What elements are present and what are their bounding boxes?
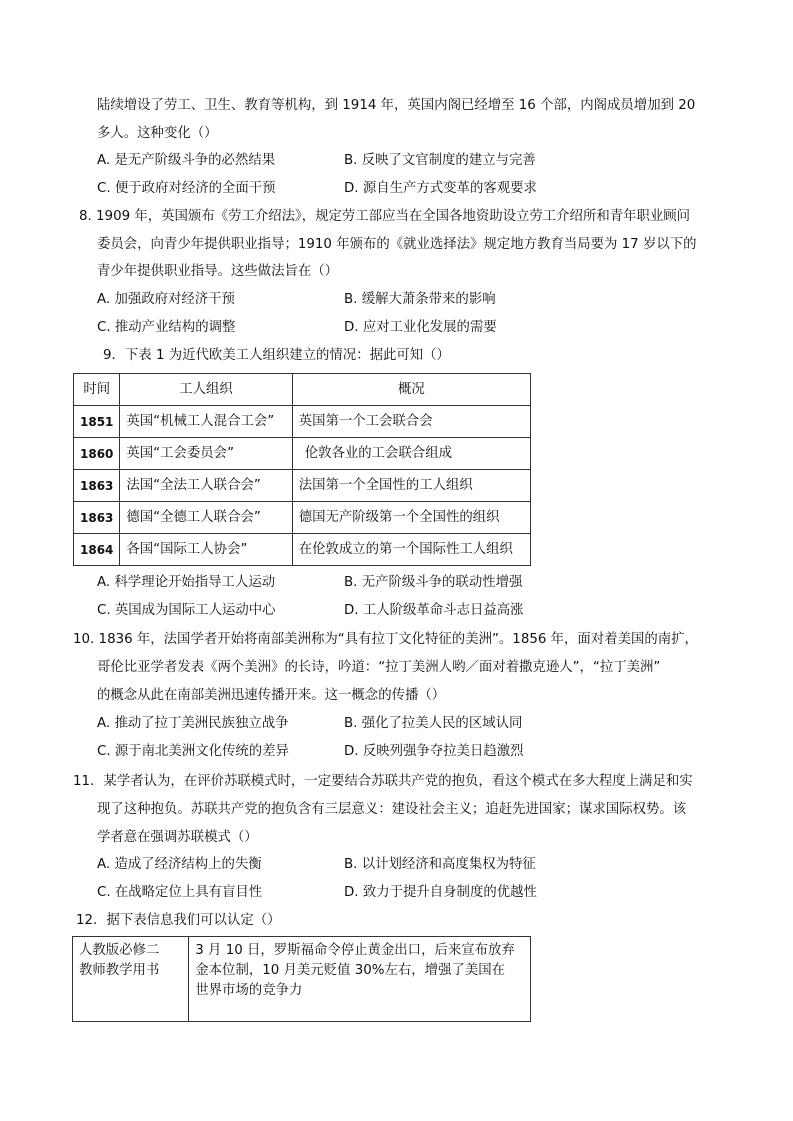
table-cell-year: 1851 [74, 406, 120, 438]
q8-option-a: A. 加强政府对经济干预 [97, 292, 235, 307]
table-cell-year: 1863 [74, 502, 120, 534]
table-cell-desc: 伦敦各业的工会联合组成 [292, 438, 530, 470]
q8-stem-line2: 委员会，向青少年提供职业指导；1910 年颁布的《就业选择法》规定地方教育当局要为 17 岁以下的 [97, 237, 697, 252]
q10-stem-line3: 的概念从此在南部美洲迅速传播开来。这一概念的传播（） [97, 688, 446, 703]
source-line: 教师教学用书 [79, 963, 160, 978]
q8-option-c: C. 推动产业结构的调整 [97, 320, 236, 335]
q11-option-a: A. 造成了经济结构上的失衡 [97, 857, 262, 872]
q8-option-b: B. 缓解大萧条带来的影响 [344, 292, 496, 307]
table-cell-desc: 法国第一个全国性的工人组织 [292, 470, 530, 502]
table-cell-desc: 英国第一个工会联合会 [292, 406, 530, 438]
content-line: 世界市场的竞争力 [195, 983, 303, 998]
content-line: 金本位制，10 月美元贬值 30%左右，增强了美国在 [195, 963, 506, 978]
q8-option-d: D. 应对工业化发展的需要 [344, 320, 497, 335]
q6-option-b: B. 反映了文官制度的建立与完善 [344, 153, 536, 168]
table-cell-org: 德国“全德工人联合会” [120, 502, 292, 534]
table-row [74, 502, 531, 534]
q9-table [73, 373, 531, 566]
q10-stem-line1: 10. 1836 年，法国学者开始将南部美洲称为“具有拉丁文化特征的美洲”。1856 年，面对着美国的南扩， [73, 632, 698, 647]
table-cell-content [189, 937, 531, 1022]
table-header-row [74, 374, 531, 406]
table-header-cell: 工人组织 [120, 374, 292, 406]
table-cell-org: 各国“国际工人协会” [120, 534, 292, 566]
table-cell-desc: 在伦敦成立的第一个国际性工人组织 [292, 534, 530, 566]
table-row [74, 406, 531, 438]
table-row [74, 470, 531, 502]
q12-table [72, 936, 531, 1022]
q11-stem-line2: 现了这种抱负。苏联共产党的抱负含有三层意义：建设社会主义；追赶先进国家；谋求国际权势。该 [97, 802, 687, 817]
table-cell-org: 英国“工会委员会” [120, 438, 292, 470]
q10-option-a: A. 推动了拉丁美洲民族独立战争 [97, 716, 289, 731]
table-cell-desc: 德国无产阶级第一个全国性的组织 [292, 502, 530, 534]
q11-option-b: B. 以计划经济和高度集权为特征 [344, 857, 536, 872]
table-cell-org: 英国“机械工人混合工会” [120, 406, 292, 438]
q9-option-d: D. 工人阶级革命斗志日益高涨 [344, 603, 524, 618]
q6-option-c: C. 便于政府对经济的全面干预 [97, 181, 276, 196]
q8-stem-line1: 8. 1909 年，英国颁布《劳工介绍法》，规定劳工部应当在全国各地资助设立劳工介绍所和青年职业顾问 [79, 209, 691, 224]
source-line: 人教版必修二 [79, 943, 160, 958]
table-cell-org: 法国“全法工人联合会” [120, 470, 292, 502]
q9-option-a: A. 科学理论开始指导工人运动 [97, 575, 276, 590]
table-header-cell: 概况 [292, 374, 530, 406]
table-row [74, 534, 531, 566]
content-line: 3 月 10 日，罗斯福命令停止黄金出口，后来宣布放弃 [195, 943, 515, 958]
q6-stem-line1: 陆续增设了劳工、卫生、教育等机构，到 1914 年，英国内阁已经增至 16 个部，内阁成员增加到 20 [97, 98, 696, 113]
q6-stem-line2: 多人。这种变化（） [97, 126, 218, 141]
table-cell-year: 1863 [74, 470, 120, 502]
q9-option-b: B. 无产阶级斗争的联动性增强 [344, 575, 523, 590]
table-cell-year: 1864 [74, 534, 120, 566]
q11-option-c: C. 在战略定位上具有盲目性 [97, 885, 263, 900]
q10-stem-line2: 哥伦比亚学者发表《两个美洲》的长诗，吟道：“拉丁美洲人哟／面对着撒克逊人”，“拉丁美洲” [97, 660, 661, 675]
q11-option-d: D. 致力于提升自身制度的优越性 [344, 885, 537, 900]
q9-option-c: C. 英国成为国际工人运动中心 [97, 603, 276, 618]
q6-option-d: D. 源自生产方式变革的客观要求 [344, 181, 537, 196]
q8-stem-line3: 青少年提供职业指导。这些做法旨在（） [97, 264, 339, 279]
q12-stem: 12．据下表信息我们可以认定（） [76, 913, 281, 928]
q11-stem-line3: 学者意在强调苏联模式（） [97, 830, 258, 845]
table-cell-source [73, 937, 189, 1022]
table-header-cell: 时间 [74, 374, 120, 406]
q11-stem-line1: 11．某学者认为，在评价苏联模式时，一定要结合苏联共产党的抱负，看这个模式在多大程度上满足和实 [73, 774, 693, 789]
q10-option-d: D. 反映列强争夺拉美日趋激烈 [344, 744, 524, 759]
q10-option-c: C. 源于南北美洲文化传统的差异 [97, 744, 289, 759]
q10-option-b: B. 强化了拉美人民的区域认同 [344, 716, 523, 731]
table-row [74, 438, 531, 470]
table-row [73, 937, 531, 1022]
q9-stem: 9．下表 1 为近代欧美工人组织建立的情况：据此可知（） [103, 348, 450, 363]
table-cell-year: 1860 [74, 438, 120, 470]
q6-option-a: A. 是无产阶级斗争的必然结果 [97, 153, 276, 168]
